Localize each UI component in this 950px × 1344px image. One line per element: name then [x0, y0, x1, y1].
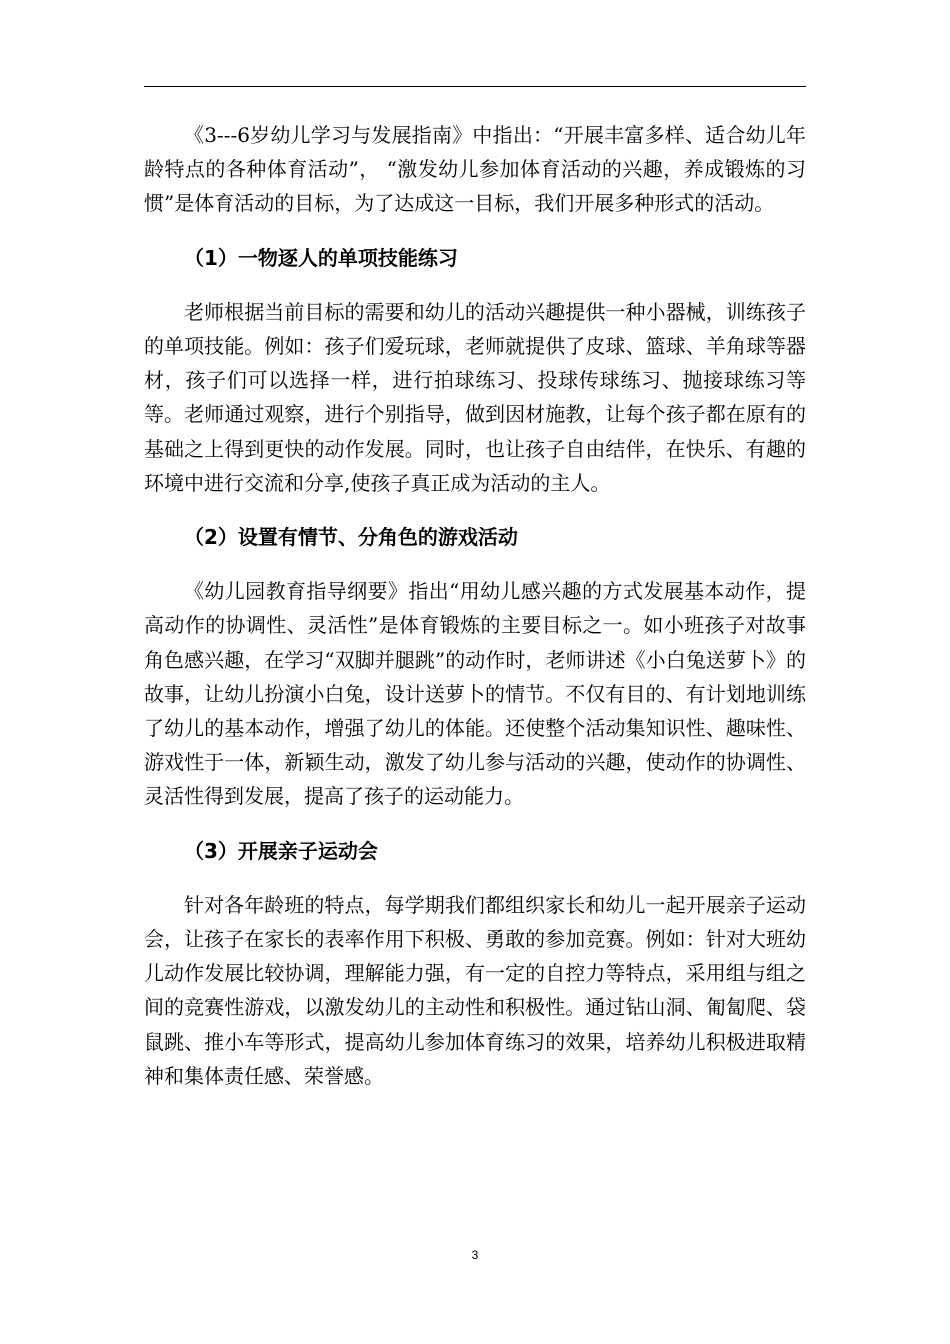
header-rule [144, 86, 806, 87]
intro-paragraph: 《3---6岁幼儿学习与发展指南》中指出：“开展丰富多样、适合幼儿年龄特点的各种体育活动”， “激发幼儿参加体育活动的兴趣，养成锻炼的习惯”是体育活动的目标，为了达成这一目标，我们开展多种形式的活动。 [144, 123, 806, 216]
section-3-body: 针对各年龄班的特点，每学期我们都组织家长和幼儿一起开展亲子运动会，让孩子在家长的表率作用下积极、勇敢的参加竞赛。例如：针对大班幼儿动作发展比较协调，理解能力强，有一定的自控力等特点，采用组与组之间的竞赛性游戏，以激发幼儿的主动性和积极性。通过钻山洞、匍匐爬、袋鼠跳、推小车等形式，提高幼儿参加体育练习的效果，培养幼儿积极进取精神和集体责任感、荣誉感。 [144, 892, 806, 1088]
page-content [144, 118, 806, 1093]
section-1-body: 老师根据当前目标的需要和幼儿的活动兴趣提供一种小器械，训练孩子的单项技能。例如：孩子们爱玩球，老师就提供了皮球、篮球、羊角球等器材，孩子们可以选择一样，进行拍球练习、投球传球练习、抛接球练习等等。老师通过观察，进行个别指导，做到因材施教，让每个孩子都在原有的基础之上得到更快的动作发展。同时，也让孩子自由结伴，在快乐、有趣的环境中进行交流和分享,使孩子真正成为活动的主人。 [144, 299, 806, 495]
section-2-body: 《幼儿园教育指导纲要》指出“用幼儿感兴趣的方式发展基本动作，提高动作的协调性、灵活性”是体育锻炼的主要目标之一。如小班孩子对故事角色感兴趣，在学习“双脚并腿跳”的动作时，老师讲述《小白兔送萝卜》的故事，让幼儿扮演小白兔，设计送萝卜的情节。不仅有目的、有计划地训练了幼儿的基本动作，增强了幼儿的体能。还使整个活动集知识性、趣味性、游戏性于一体，新颖生动，激发了幼儿参与活动的兴趣，使动作的协调性、灵活性得到发展，提高了孩子的运动能力。 [144, 579, 806, 809]
section-3-heading: （3）开展亲子运动会 [184, 838, 378, 863]
section-2-heading: （2）设置有情节、分角色的游戏活动 [184, 525, 518, 550]
section-1-heading: （1）一物逐人的单项技能练习 [184, 245, 458, 270]
page-number: 3 [471, 1248, 479, 1262]
